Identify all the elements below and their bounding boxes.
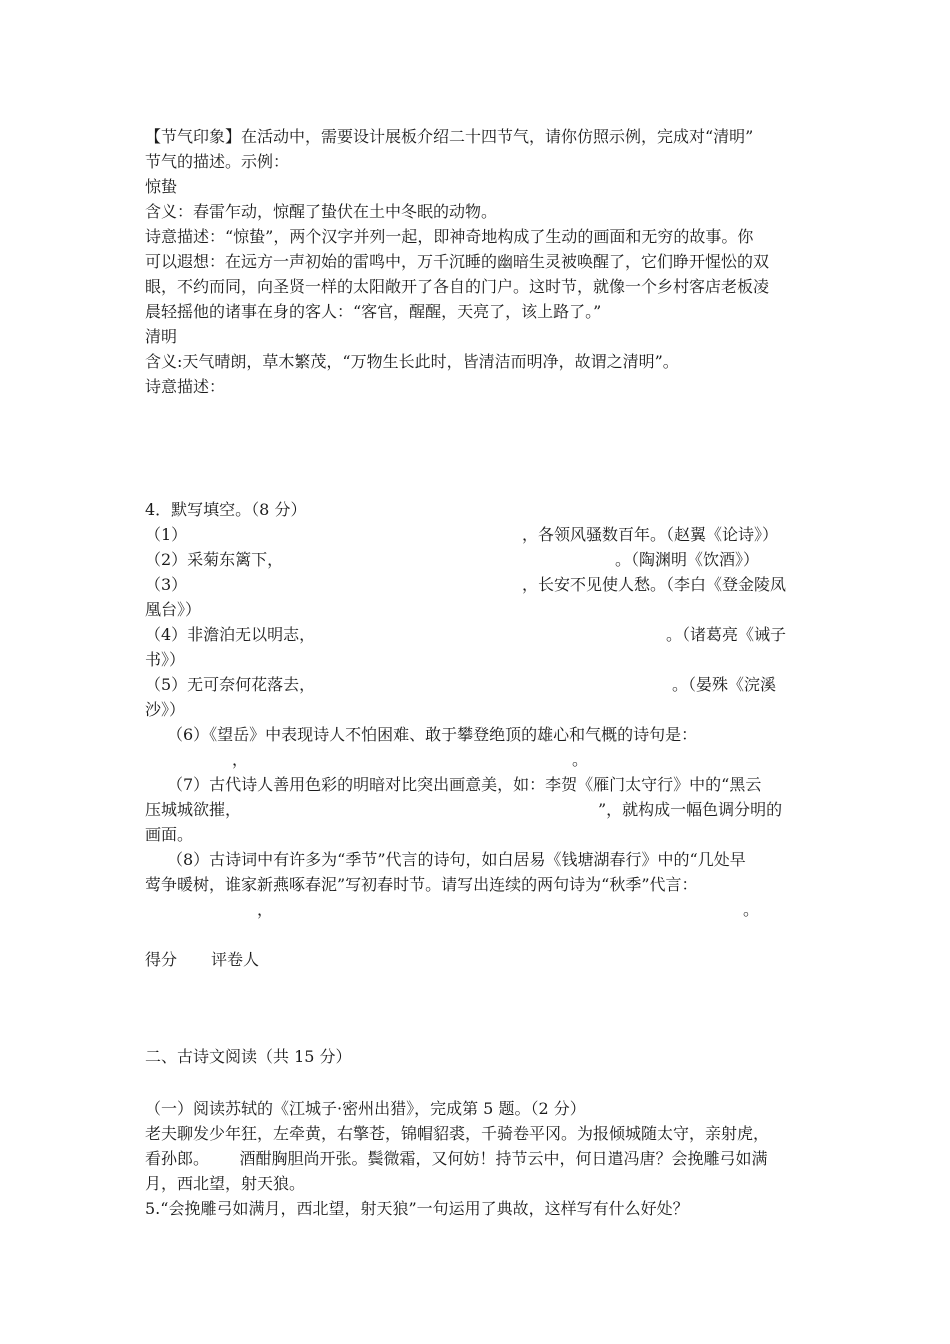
q4-item1-right: ，各领风骚数百年。（赵翼《论诗》） xyxy=(522,525,779,544)
q4-item7-line2-right: ”，就构成一幅色调分明的 xyxy=(598,800,783,819)
q4-item4-left: （4）非澹泊无以明志， xyxy=(145,625,316,644)
q4-item8-comma: ， xyxy=(257,900,274,919)
intro-line-2: 节气的描述。示例： xyxy=(145,152,290,171)
q4-item3-cont: 凰台》） xyxy=(145,600,202,619)
q4-item6-comma: ， xyxy=(232,750,249,769)
q4-item5-cont: 沙》） xyxy=(145,700,186,719)
q4-item1-left: （1） xyxy=(145,525,188,544)
q4-item5-right: 。（晏殊《浣溪 xyxy=(672,675,777,694)
q4-item8-period: 。 xyxy=(743,900,760,919)
q4-item8-line2: 莺争暖树，谁家新燕啄春泥”写初春时节。请写出连续的两句诗为“秋季”代言： xyxy=(145,875,698,894)
example-poetic-3: 眼，不约而同，向圣贤一样的太阳敞开了各自的门户。这时节，就像一个乡村客店老板凌 xyxy=(145,277,770,296)
q5-question: 5.“会挽雕弓如满月，西北望，射天狼”一句运用了典故，这样写有什么好处？ xyxy=(145,1199,689,1218)
q4-item7-line2: 压城城欲摧， xyxy=(145,800,242,819)
section2-title: 二、古诗文阅读（共 15 分） xyxy=(145,1047,352,1066)
q4-item3-left: （3） xyxy=(145,575,188,594)
poem-line-1: 老夫聊发少年狂，左牵黄，右擎苍，锦帽貂裘，千骑卷平冈。为报倾城随太守，亲射虎， xyxy=(145,1124,770,1143)
q4-title: 4．默写填空。（8 分） xyxy=(145,500,307,519)
q4-item6: （6）《望岳》中表现诗人不怕困难、敢于攀登绝顶的雄心和气概的诗句是： xyxy=(167,725,698,744)
q4-item4-right: 。（诸葛亮《诫子 xyxy=(666,625,787,644)
poem-line-2: 看孙郎。 酒酣胸胆尚开张。鬓微霜，又何妨！持节云中，何日遣冯唐？会挽雕弓如满 xyxy=(145,1149,768,1168)
q4-item7-line1: （7）古代诗人善用色彩的明暗对比突出画意美，如：李贺《雁门太守行》中的“黑云 xyxy=(167,775,762,794)
example-poetic-1: 诗意描述：“惊蛰”，两个汉字并列一起，即神奇地构成了生动的画面和无穷的故事。你 xyxy=(145,227,754,246)
grader-label: 评卷人 xyxy=(211,950,260,969)
term-qingming: 清明 xyxy=(145,327,178,346)
poem-line-3: 月，西北望，射天狼。 xyxy=(145,1174,306,1193)
q4-item4-cont: 书》） xyxy=(145,650,186,669)
example-poetic-4: 晨轻摇他的诸事在身的客人：“客官，醒醒，天亮了，该上路了。” xyxy=(145,302,602,321)
example-term: 惊蛰 xyxy=(145,177,178,196)
q4-item5-left: （5）无可奈何花落去， xyxy=(145,675,316,694)
qingming-meaning: 含义:天气晴朗，草木繁茂，“万物生长此时，皆清洁而明净，故谓之清明”。 xyxy=(145,352,679,371)
intro-line-1: 【节气印象】在活动中，需要设计展板介绍二十四节气，请你仿照示例，完成对“清明” xyxy=(145,127,754,146)
q4-item3-right: ，长安不见使人愁。（李白《登金陵凤 xyxy=(522,575,787,594)
q4-item2-right: 。（陶渊明《饮酒》） xyxy=(615,550,760,569)
example-poetic-2: 可以遐想：在远方一声初始的雷鸣中，万千沉睡的幽暗生灵被唤醒了，它们睁开惺忪的双 xyxy=(145,252,770,271)
example-meaning: 含义：春雷乍动，惊醒了蛰伏在土中冬眠的动物。 xyxy=(145,202,498,221)
score-label: 得分 xyxy=(145,950,178,969)
q4-item6-period: 。 xyxy=(572,750,589,769)
q4-item8-line1: （8）古诗词中有许多为“季节”代言的诗句，如白居易《钱塘湖春行》中的“几处早 xyxy=(167,850,746,869)
q4-item2-left: （2）采菊东篱下， xyxy=(145,550,284,569)
q4-item7-line3: 画面。 xyxy=(145,825,194,844)
poetic-label: 诗意描述： xyxy=(145,377,226,396)
section2-sub1: （一）阅读苏轼的《江城子·密州出猎》，完成第 5 题。（2 分） xyxy=(145,1099,586,1118)
